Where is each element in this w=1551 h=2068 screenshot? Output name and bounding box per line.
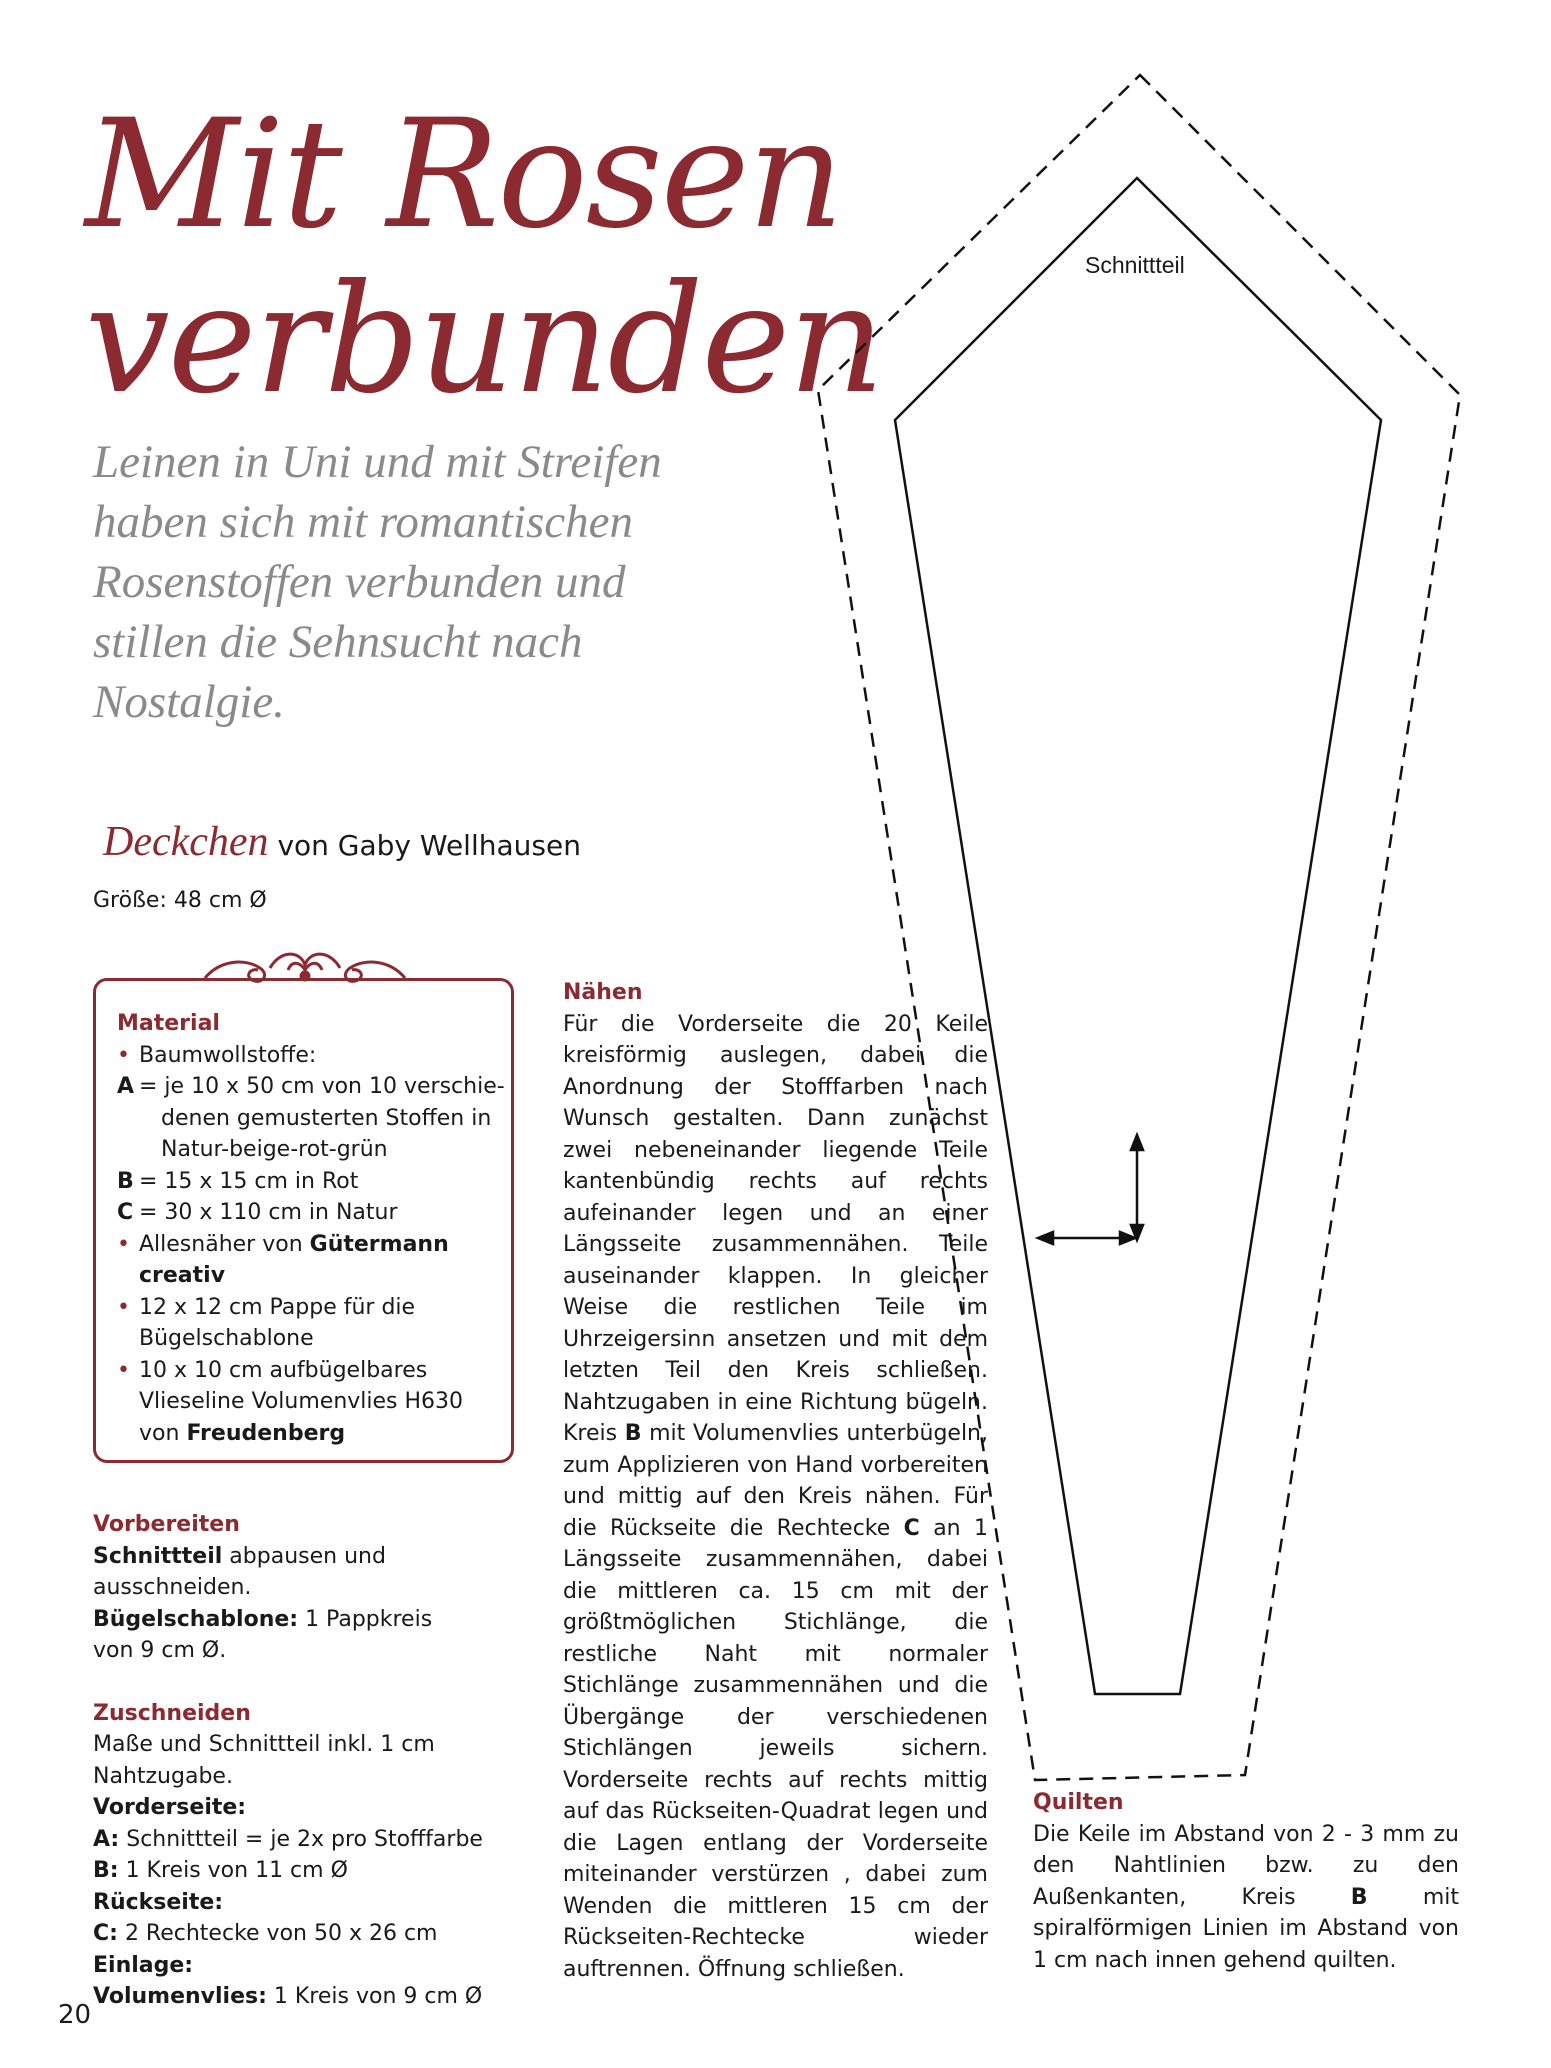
title-line-1: Mit Rosen bbox=[85, 88, 843, 262]
naehen-text: Für die Vorderseite die 20 Keile kreisförmig auslegen, dabei die Anordnung der Stofffarben nach Wunsch gestalten. Dann zunächst zwei nebeneinander liegende Teile kantenbündig rechts auf rechts aufeinander legen und an einer Längsseite zusammennähen. Teile auseinander klappen. In gleicher Weise die restlichen Teile im Uhrzeigersinn ansetzen und mit dem letzten Teil den Kreis schließen. Nahtzugaben in eine Richtung bügeln. Kreis B mit Volumenvlies unterbügeln, zum Applizieren von Hand vorbereiten und mittig auf den Kreis nähen. Für die Rückseite die Rechtecke C an 1 Längsseite zusammennähen, dabei die mittleren ca. 15 cm mit der größtmöglichen Stichlänge, die restliche Naht mit normaler Stichlänge zusammennähen und die Übergänge der verschiedenen Stichlängen jeweils sichern. Vorderseite rechts auf rechts mittig auf das Rückseiten-Quadrat legen und die Lagen entlang der Vorderseite miteinander verstürzen , dabei zum Wenden die mittleren 15 cm der Rückseiten-Rechtecke wieder auftrennen. Öffnung schließen. bbox=[563, 1011, 988, 1982]
quilten-heading: Quilten bbox=[1033, 1790, 1124, 1815]
title-line-2: verbunden bbox=[85, 253, 883, 427]
material-list: Material • Baumwollstoffe: A = je 10 x 50 cm von 10 verschie- denen gemusterten Stoffen in Natur-beige-rot-grün B = 15 x 15 cm in Rot C = 30 x 110 cm in Natur • Allesnäher von Gütermann creativ • 12 x 12 cm Pappe für die Bügelschablone • 10 x 10 cm aufbügelbares Vlieseline Volumenvlies H630 von Freudenberg bbox=[117, 1008, 517, 1449]
list-item-continued: Natur-beige-rot-grün bbox=[161, 1137, 388, 1162]
list-item-continued: denen gemusterten Stoffen in bbox=[161, 1105, 492, 1131]
bullet-icon: • bbox=[117, 1294, 130, 1320]
naehen-heading: Nähen bbox=[563, 980, 643, 1005]
list-item: • 12 x 12 cm Pappe für die bbox=[117, 1292, 517, 1324]
list-item: C = 30 x 110 cm in Natur bbox=[117, 1200, 398, 1225]
vorbereiten-heading: Vorbereiten bbox=[93, 1512, 240, 1537]
list-item: • 10 x 10 cm aufbügelbares bbox=[117, 1355, 517, 1387]
list-item: B = 15 x 15 cm in Rot bbox=[117, 1168, 359, 1194]
byline-author: von Gaby Wellhausen bbox=[277, 829, 581, 862]
bullet-icon: • bbox=[117, 1042, 130, 1068]
size-spec: Größe: 48 cm Ø bbox=[93, 888, 267, 913]
byline-item: Deckchen bbox=[103, 819, 269, 865]
grain-arrow-vertical bbox=[1131, 1135, 1143, 1240]
instructions-left: Vorbereiten Schnittteil abpausen und ausschneiden. Bügelschablone: 1 Pappkreis von 9 cm Ø. Zuschneiden Maße und Schnittteil inkl. 1 cm Nahtzugabe. Vorderseite: A: Schnittteil = je 2x pro Stofffarbe B: 1 Kreis von 11 cm Ø Rückseite: C: 2 Rechtecke von 50 x 26 cm Einlage: Volumenvlies: 1 Kreis von 9 cm Ø bbox=[93, 1509, 533, 2013]
list-item: • Baumwollstoffe: bbox=[117, 1040, 517, 1072]
subtitle: Leinen in Uni und mit Streifen haben sich mit romantischen Rosenstoffen verbunden und stillen die Sehnsucht nach Nostalgie. bbox=[93, 436, 662, 728]
bullet-icon: • bbox=[117, 1357, 130, 1383]
material-heading: Material bbox=[117, 1011, 220, 1036]
quilten-section bbox=[1033, 1787, 1459, 1976]
quilten-text: Die Keile im Abstand von 2 - 3 mm zu den Nahtlinien bzw. zu den Außenkanten, Kreis B mit spiralförmigen Linien im Abstand von 1 cm nach innen gehend quilten. bbox=[1033, 1821, 1459, 1973]
list-item: • Allesnäher von Gütermann bbox=[117, 1229, 517, 1261]
grain-arrow-horizontal bbox=[1038, 1232, 1135, 1244]
pattern-label: Schnittteil bbox=[1085, 252, 1185, 278]
bullet-icon: • bbox=[117, 1231, 130, 1257]
naehen-section bbox=[563, 977, 988, 1985]
page-number: 20 bbox=[58, 2000, 92, 2030]
zuschneiden-heading: Zuschneiden bbox=[93, 1700, 251, 1726]
byline bbox=[103, 818, 581, 866]
list-item: A = je 10 x 50 cm von 10 verschie- bbox=[117, 1074, 505, 1099]
